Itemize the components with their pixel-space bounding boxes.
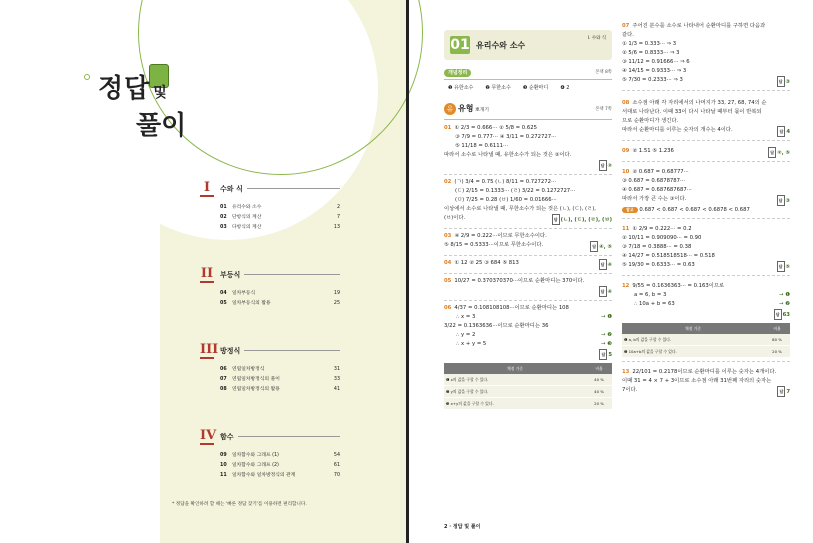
- answer-09: 09 ② 1.5̇1 ⑤ 1.2̇3̇6̇ 답 ②, ⑤: [622, 148, 790, 156]
- toc-chapter-2: [200, 266, 340, 309]
- toc-item[interactable]: 06 연립일차방정식 31: [220, 367, 340, 372]
- answer-02: 02 (ㄱ) 3/4 = 0.75 (ㄴ) 8/11 = 0.727272··· (ㄷ) 2/15 = 0.1333··· (ㄹ) 3/22 = 0.1272727··· (ㅁ) 7/25 = 0.28 (ㅂ) 1/60 = 0.01666··· 이상에서 소수로 나타낼 때, 무한소수가 되는 것은 (ㄴ), (ㄷ), (ㄹ), (ㅂ)이다. 답 (ㄴ), (ㄷ), (ㄹ), (ㅂ): [444, 179, 612, 223]
- cover-title: [98, 68, 186, 142]
- chapter-title: 부등식: [220, 270, 241, 279]
- answer-10: 10 ② 0.687 = 0.68777··· ③ 0.687 = 0.6878787··· ④ 0.687 = 0.687687687··· 따라서 가장 큰 수는 ③이다. 답 ③ 참고 0.687 < 0.687 < 0.687 < 0.6878 < 0.687: [622, 169, 790, 213]
- unit-number: 01: [450, 37, 470, 53]
- toc-item[interactable]: 01 유리수와 소수 2: [220, 205, 340, 210]
- answer-05: 05 10/27 = 0.370370370···이므로 순환마디는 370이다. 답 ④: [444, 278, 612, 295]
- toc-item[interactable]: 02 단항식의 계산 7: [220, 215, 340, 220]
- book-gutter: [406, 0, 409, 543]
- answer-11: 11 ① 2/9 = 0.222··· = 0.2̇ ② 10/11 = 0.909090··· = 0.9̇0̇ ③ 7/18 = 0.3888··· = 0.38̇ ④ 14/27 = 0.518518518··· = 0.5̇18̇ ⑤ 19/30 = 0.6333··· = 0.63̇ 답 ⑤: [622, 226, 790, 270]
- chapter-numeral: III: [200, 342, 219, 357]
- unit-title: 유리수와 소수: [476, 40, 526, 50]
- answer-12: 12 9/55 = 0.1636363··· = 0.16̇3̇이므로 a = 6, b = 3 → ❶ ∴ 10a + b = 63 → ❷ 답 63: [622, 283, 790, 318]
- concept-answers: ❶ 유한소수 ❷ 무한소수 ❸ 순환마디 ❹ 2: [448, 85, 570, 91]
- unit-tag: I. 수와 식: [587, 36, 606, 41]
- toc-item[interactable]: 08 연립일차방정식의 활용 41: [220, 387, 340, 392]
- toc-item[interactable]: 05 일차부등식의 활용 25: [220, 301, 340, 306]
- grading-table-1: 채점 기준 비율 ❶ x의 값을 구할 수 있다. 40 % ❷ y의 값을 구할 수 있다. 40 % ❸ x+y의 값을 구할 수 있다. 20 %: [444, 363, 612, 410]
- concept-page-ref: 본책 8쪽: [595, 70, 612, 75]
- answer-03: 03 ④ 2/9 = 0.222···이므로 무한소수이다. ⑤ 8/15 = 0.5333···이므로 무한소수이다. 답 ④, ⑤: [444, 233, 612, 250]
- chapter-title: 방정식: [220, 346, 241, 355]
- answer-08: 08 소수점 아래 각 자리에서의 나머지가 33, 27, 68, 74의 순 서대로 나타난다. 이때 33이 다시 나타날 때부터 몫이 반복되 므로 순환마디가 생긴다. 따라서 순환마디를 이루는 숫자의 개수는 4이다. 답 4: [622, 100, 790, 135]
- title-and: 및: [153, 85, 168, 101]
- answer-04: 04 ① 12 ② 25 ③ 684 ⑤ 813 답 ④: [444, 260, 612, 268]
- toc-item[interactable]: 10 일차함수와 그래프 (2) 61: [220, 463, 340, 468]
- page-footer: 2 · 정답 및 풀이: [444, 524, 481, 530]
- type-icon: 유: [444, 103, 456, 115]
- toc-item[interactable]: 04 일차부등식 19: [220, 291, 340, 296]
- chapter-numeral: I: [200, 180, 214, 197]
- chapter-title: 함수: [220, 432, 234, 441]
- answer-07: 07 주어진 분수를 소수로 나타내어 순환마디를 구하면 다음과 같다. ① 1/3 = 0.333··· ⇒ 3 ② 5/6 = 0.8333··· ⇒ 3 ③ 11/12 = 0.91666··· ⇒ 6 ④ 14/15 = 0.9333··· ⇒ 3 ⑤ 7/30 = 0.2333··· ⇒ 3 답 ③: [622, 23, 790, 85]
- toc-item[interactable]: 11 일차함수와 일차방정식의 관계 70: [220, 473, 340, 478]
- decor-dot: [84, 74, 90, 80]
- toc-chapter-1: [200, 180, 340, 233]
- answer-01: 01 ① 2/3 = 0.666··· ② 5/8 = 0.625 ③ 7/9 = 0.777··· ④ 3/11 = 0.272727··· ⑤ 11/18 = 0.6111··· 따라서 소수로 나타낼 때, 유한소수가 되는 것은 ②이다. 답 ②: [444, 125, 612, 169]
- answers-column-left: [444, 30, 612, 410]
- toc-item[interactable]: 07 연립일차방정식의 풀이 33: [220, 377, 340, 382]
- title-line-1: 정답: [98, 74, 151, 104]
- table-of-contents: [200, 180, 340, 481]
- type-section-header: 유 유형 뽀개기 본책 7쪽: [444, 103, 612, 115]
- chapter-numeral: II: [200, 266, 214, 281]
- concept-badge: 개념정리: [444, 69, 471, 77]
- answer-06: 06 4/37 = 0.108108108···이므로 순환마디는 108 ∴ x = 3 → ❶ 3/22 = 0.1363636···이므로 순환마디는 36 ∴ y = 2 → ❷ ∴ x + y = 5 → ❸ 답 5: [444, 305, 612, 358]
- chapter-numeral: IV: [200, 428, 217, 443]
- toc-note: * 정답을 확인하려 할 때는 '빠른 정답 찾기'를 이용하면 편리합니다.: [172, 502, 307, 507]
- toc-item[interactable]: 09 일차함수와 그래프 (1) 54: [220, 453, 340, 458]
- title-line-2: 풀이: [136, 111, 187, 141]
- answer-13: 13 22/101 = 0.2178이므로 순환마디를 이루는 숫자는 4개이다. 이때 31 = 4 × 7 + 3이므로 소수점 아래 31번째 자리의 숫자는 7이다. 답 7: [622, 369, 790, 395]
- grading-table-2: 채점 기준 비율 ❶ a, b의 값을 구할 수 있다. 80 % ❷ 10a+b의 값을 구할 수 있다. 20 %: [622, 323, 790, 358]
- answers-column-right: [622, 22, 790, 397]
- chapter-title: 수와 식: [220, 184, 243, 193]
- toc-item[interactable]: 03 다항식의 계산 13: [220, 225, 340, 230]
- unit-header: [444, 30, 612, 60]
- toc-chapter-4: [200, 428, 340, 481]
- toc-chapter-3: [200, 342, 340, 395]
